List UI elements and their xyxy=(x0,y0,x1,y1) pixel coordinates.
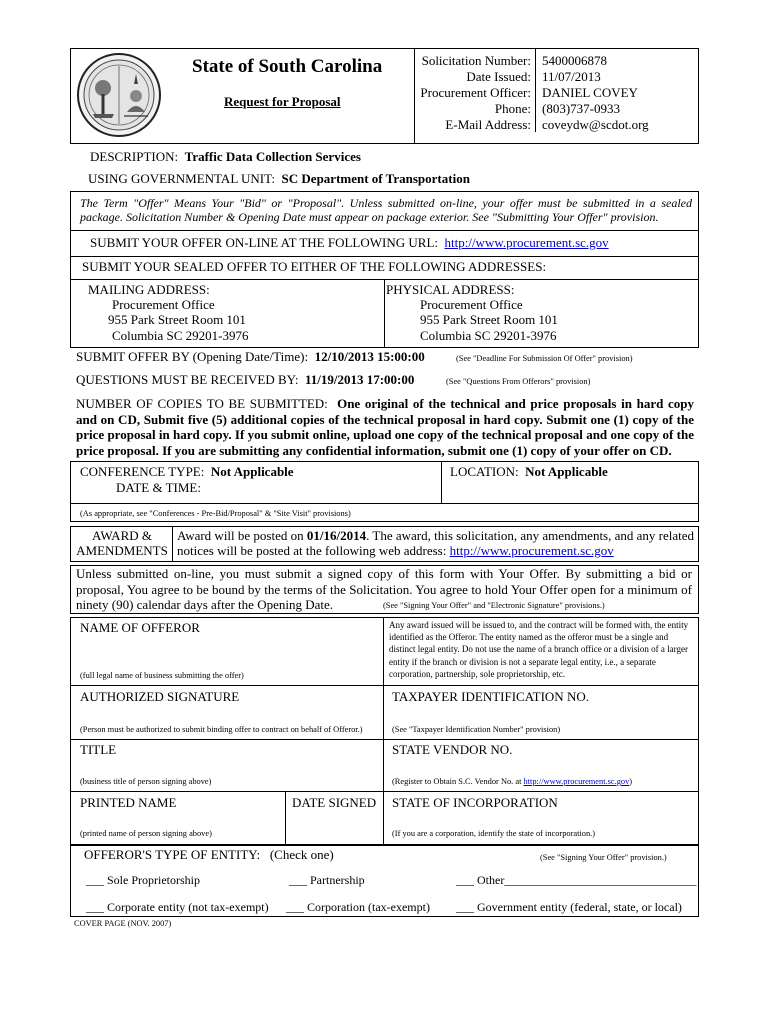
physical-address: PHYSICAL ADDRESS: Procurement Office 955 Park Street Room 101 Columbia SC 29201-3976 xyxy=(386,282,558,343)
entity-note: (See "Signing Your Offer" provision.) xyxy=(540,853,667,862)
taxpayer-field[interactable] xyxy=(390,706,690,722)
entity-option-sole-proprietorship[interactable]: ___ Sole Proprietorship xyxy=(86,873,200,887)
submit-by-date: 12/10/2013 15:00:00 xyxy=(314,349,425,364)
date-issued: 11/07/2013 xyxy=(542,69,601,84)
award-text: Award will be posted on 01/16/2014. The award, this solicitation, any amendments, and any related notices will be posted at the following web address: http://www.procurement.sc.gov xyxy=(177,528,695,559)
procurement-officer: DANIEL COVEY xyxy=(542,85,638,100)
conference-note: (As appropriate, see "Conferences - Pre-Bid/Proposal" & "Site Visit" provisions) xyxy=(80,509,351,518)
email: coveydw@scdot.org xyxy=(542,117,649,132)
entity-option-government[interactable]: ___ Government entity (federal, state, or local) xyxy=(456,900,682,914)
conference-hr xyxy=(70,503,699,504)
date-issued-label: Date Issued: xyxy=(466,69,531,84)
incorporation-label: STATE OF INCORPORATION xyxy=(392,795,558,810)
signature-notice-note: (See "Signing Your Offer" and "Electronic Signature" provisions.) xyxy=(383,601,605,610)
copies-text: NUMBER OF COPIES TO BE SUBMITTED: One original of the technical and price proposals in hard copy and on CD, Submit five (5) additional copies of the technical proposal in hard copy. Submit one (1) copy of the price proposal in hard copy. If you submit online, upload one copy of the technical proposal and one copy of the price proposal. If you are submitting any confidential information, submit one (1) copy of your offer on CD. xyxy=(76,396,694,458)
header-values-divider xyxy=(535,48,536,132)
offeror-name-note: (full legal name of business submitting the offer) xyxy=(80,671,244,680)
incorporation-field[interactable] xyxy=(390,812,690,826)
email-label: E-Mail Address: xyxy=(445,117,531,132)
title-field[interactable] xyxy=(76,760,376,774)
authorized-signature-field[interactable] xyxy=(76,706,376,722)
footer: COVER PAGE (NOV. 2007) xyxy=(74,919,172,928)
entity-option-other[interactable]: ___ Other________________________________ xyxy=(456,873,697,887)
procurement-url-link[interactable]: http://www.procurement.sc.gov xyxy=(444,235,609,250)
conference-divider xyxy=(441,461,442,503)
procurement-officer-label: Procurement Officer: xyxy=(420,85,531,100)
solicitation-number: 5400006878 xyxy=(542,53,607,68)
unit-value: SC Department of Transportation xyxy=(281,171,470,186)
hr1 xyxy=(70,230,699,231)
submit-by-note: (See "Deadline For Submission Of Offer" provision) xyxy=(456,354,633,363)
sealed-label: SUBMIT YOUR SEALED OFFER TO EITHER OF THE FOLLOWING ADDRESSES: xyxy=(82,259,547,274)
hr2 xyxy=(70,256,699,257)
grid-date-divider xyxy=(285,791,286,845)
submit-by-row: SUBMIT OFFER BY (Opening Date/Time): 12/10/2013 15:00:00 xyxy=(76,349,425,364)
offeror-info: Any award issued will be issued to, and the contract will be formed with, the entity identified as the Offeror. The entity named as the offeror must be a single and distinct legal entity. Do not use the name of a branch office or a division of a larger entity if the branch or division is not a separate legal entity, i.e., a separate corporation, partnership, sole proprietorship, etc. xyxy=(389,620,689,679)
entity-option-corporation-tax-exempt[interactable]: ___ Corporation (tax-exempt) xyxy=(286,900,430,914)
date-signed-label: DATE SIGNED xyxy=(292,795,377,810)
state-title: State of South Carolina xyxy=(192,56,383,77)
entity-option-partnership[interactable]: ___ Partnership xyxy=(289,873,365,887)
phone-label: Phone: xyxy=(494,101,531,116)
description-row: DESCRIPTION: Traffic Data Collection Services xyxy=(90,149,361,164)
entity-type-row: OFFEROR'S TYPE OF ENTITY: (Check one) xyxy=(84,847,334,862)
form-title: Request for Proposal xyxy=(224,94,341,109)
authorized-signature-label: AUTHORIZED SIGNATURE xyxy=(80,689,240,704)
online-row: SUBMIT YOUR OFFER ON-LINE AT THE FOLLOWING URL: http://www.procurement.sc.gov xyxy=(90,235,609,250)
seal-icon xyxy=(76,52,162,138)
taxpayer-note: (See "Taxpayer Identification Number" provision) xyxy=(392,725,561,734)
vendor-field[interactable] xyxy=(390,760,690,774)
offeror-name-label: NAME OF OFFEROR xyxy=(80,620,200,635)
printed-name-label: PRINTED NAME xyxy=(80,795,177,810)
conference-datetime-label: DATE & TIME: xyxy=(116,480,201,495)
conference-type: CONFERENCE TYPE: Not Applicable xyxy=(80,464,294,479)
questions-note: (See "Questions From Offerors" provision) xyxy=(446,377,591,386)
offer-notice: The Term "Offer" Means Your "Bid" or "Proposal". Unless submitted on-line, your offer must be submitted in a sealed package. Solicitation Number & Opening Date must appear on package exterior. See "Submitting Your Offer" provision. xyxy=(80,196,692,225)
solicitation-number-label: Solicitation Number: xyxy=(421,53,531,68)
title-note: (business title of person signing above) xyxy=(80,777,212,786)
vendor-label: STATE VENDOR NO. xyxy=(392,742,513,757)
mailing-address: MAILING ADDRESS: Procurement Office 955 Park Street Room 101 Columbia SC 29201-3976 xyxy=(88,282,249,343)
award-date: 01/16/2014 xyxy=(306,528,367,543)
award-label: AWARD & AMENDMENTS xyxy=(76,528,168,559)
printed-name-note: (printed name of person signing above) xyxy=(80,829,212,838)
entity-option-corporate-entity[interactable]: ___ Corporate entity (not tax-exempt) xyxy=(86,900,269,914)
signature-notice: Unless submitted on-line, you must submit a signed copy of this form with Your Offer. By submitting a bid or proposal, You agree to be bound by the terms of the Solicitation. You agree to hold Your Offer open for a minimum of ninety (90) calendar days after the Opening Date. xyxy=(76,566,692,612)
grid-hr2 xyxy=(70,739,699,740)
award-divider xyxy=(172,526,173,562)
printed-name-field[interactable] xyxy=(76,812,280,826)
conference-location: LOCATION: Not Applicable xyxy=(450,464,608,479)
authorized-signature-note: (Person must be authorized to submit binding offer to contract on behalf of Offeror.) xyxy=(80,725,363,734)
vendor-note: (Register to Obtain S.C. Vendor No. at http://www.procurement.sc.gov) xyxy=(392,777,633,786)
header-labels xyxy=(415,53,531,133)
award-url-link[interactable]: http://www.procurement.sc.gov xyxy=(449,543,614,559)
questions-row: QUESTIONS MUST BE RECEIVED BY: 11/19/2013 17:00:00 xyxy=(76,372,415,387)
date-signed-field[interactable] xyxy=(289,812,379,840)
grid-hr3 xyxy=(70,791,699,792)
incorporation-note: (If you are a corporation, identify the state of incorporation.) xyxy=(392,829,596,838)
questions-date: 11/19/2013 17:00:00 xyxy=(304,372,415,387)
phone: (803)737-0933 xyxy=(542,101,620,116)
taxpayer-label: TAXPAYER IDENTIFICATION NO. xyxy=(392,689,589,704)
address-divider xyxy=(384,279,385,348)
grid-vdivider xyxy=(383,617,384,845)
header-values xyxy=(542,53,649,133)
vendor-url-link[interactable]: http://www.procurement.sc.gov xyxy=(523,777,630,786)
title-label: TITLE xyxy=(80,742,117,757)
description-value: Traffic Data Collection Services xyxy=(184,149,361,164)
grid-hr1 xyxy=(70,685,699,686)
offeror-name-field[interactable] xyxy=(76,640,376,668)
unit-row: USING GOVERNMENTAL UNIT: SC Department of Transportation xyxy=(88,171,470,186)
